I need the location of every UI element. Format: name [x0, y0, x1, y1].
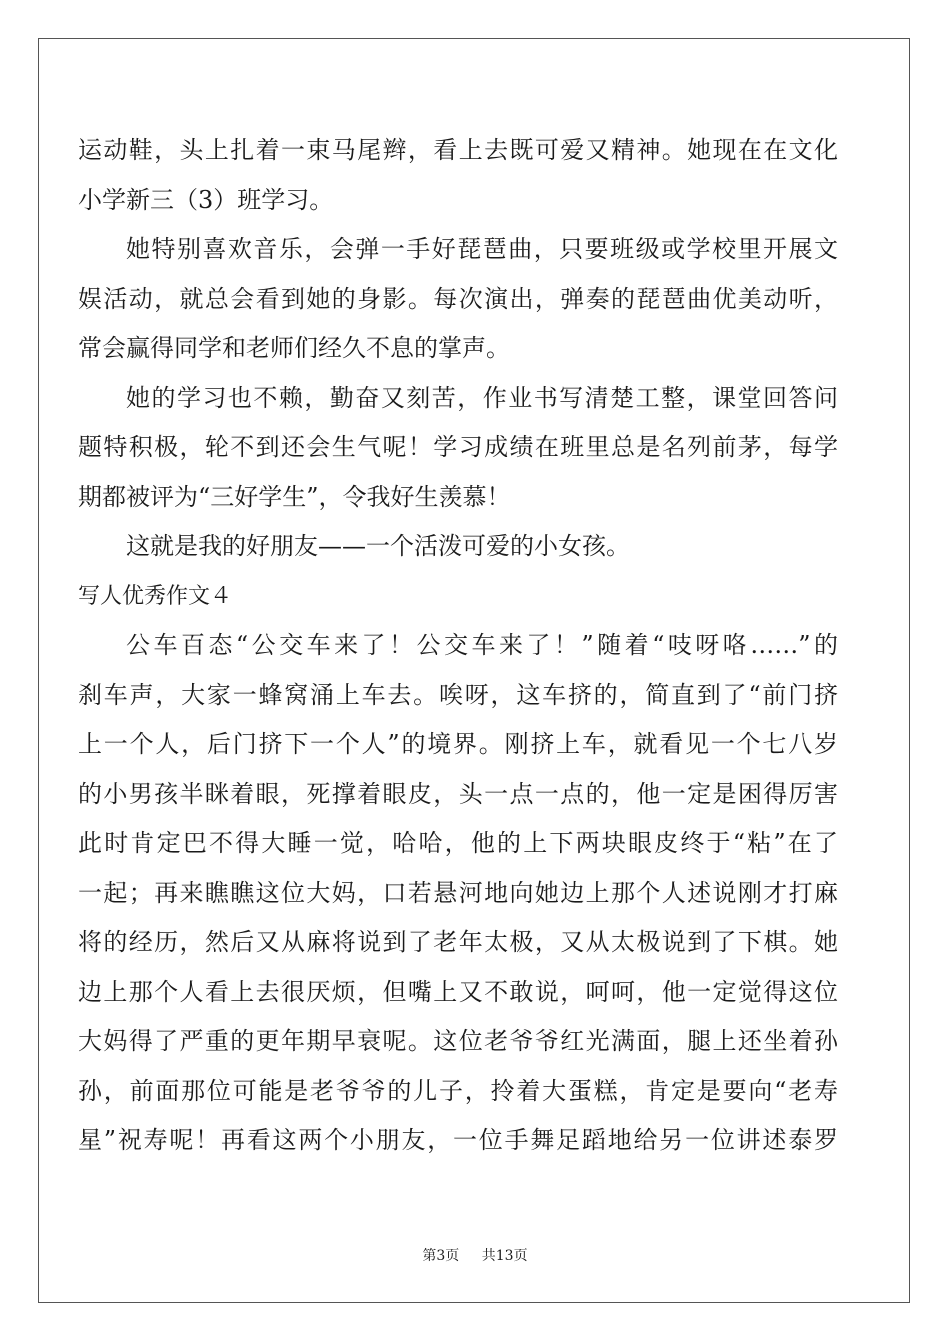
text-line: 一起；再来瞧瞧这位大妈，口若悬河地向她边上那个人述说刚才打麻 [78, 878, 838, 907]
text-line: 常会赢得同学和老师们经久不息的掌声。 [78, 334, 510, 362]
text-line: 上一个人，后门挤下一个人”的境界。刚挤上车，就看见一个七八岁 [78, 730, 838, 758]
text-line: 期都被评为“三好学生”，令我好生羡慕！ [78, 482, 511, 511]
page-footer [0, 1246, 950, 1266]
text-line: 刹车声，大家一蜂窝涌上车去。唉呀，这车挤的，简直到了“前门挤 [78, 680, 838, 709]
text-line: 的小男孩半眯着眼，死撑着眼皮，头一点一点的，他一定是困得厉害 [78, 779, 838, 808]
text-line: 孙，前面那位可能是老爷爷的儿子，拎着大蛋糕，肯定是要向“老寿 [78, 1076, 838, 1105]
paragraph-start-line: 公车百态“公交车来了！公交车来了！”随着“吱呀咯……”的 [126, 631, 838, 659]
text-line: 边上那个人看上去很厌烦，但嘴上又不敢说，呵呵，他一定觉得这位 [78, 977, 838, 1006]
text-line: 星”祝寿呢！再看这两个小朋友，一位手舞足蹈地给另一位讲述泰罗 [78, 1126, 838, 1154]
page-total: 共13页 [481, 1248, 528, 1264]
paragraph-start-line: 这就是我的好朋友——一个活泼可爱的小女孩。 [126, 532, 630, 560]
paragraph-start-line: 她的学习也不赖，勤奋又刻苦，作业书写清楚工整，课堂回答问 [126, 383, 838, 412]
text-line: 大妈得了严重的更年期早衰呢。这位老爷爷红光满面，腿上还坐着孙 [78, 1027, 838, 1055]
text-line: 小学新三（3）班学习。 [78, 185, 334, 214]
text-line: 将的经历，然后又从麻将说到了老年太极，又从太极说到了下棋。她 [78, 928, 838, 956]
section-heading: 写人优秀作文４ [78, 583, 233, 609]
text-line: 题特积极，轮不到还会生气呢！学习成绩在班里总是名列前茅，每学 [78, 433, 838, 461]
page-number: 第3页 [422, 1248, 460, 1264]
text-line: 此时肯定巴不得大睡一觉，哈哈，他的上下两块眼皮终于“粘”在了 [78, 829, 838, 857]
text-line: 娱活动，就总会看到她的身影。每次演出，弹奏的琵琶曲优美动听， [78, 284, 838, 313]
document-body [78, 126, 838, 1166]
paragraph-start-line: 她特别喜欢音乐，会弹一手好琵琶曲，只要班级或学校里开展文 [126, 235, 838, 263]
text-line: 运动鞋，头上扎着一束马尾辫，看上去既可爱又精神。她现在在文化 [78, 136, 838, 164]
